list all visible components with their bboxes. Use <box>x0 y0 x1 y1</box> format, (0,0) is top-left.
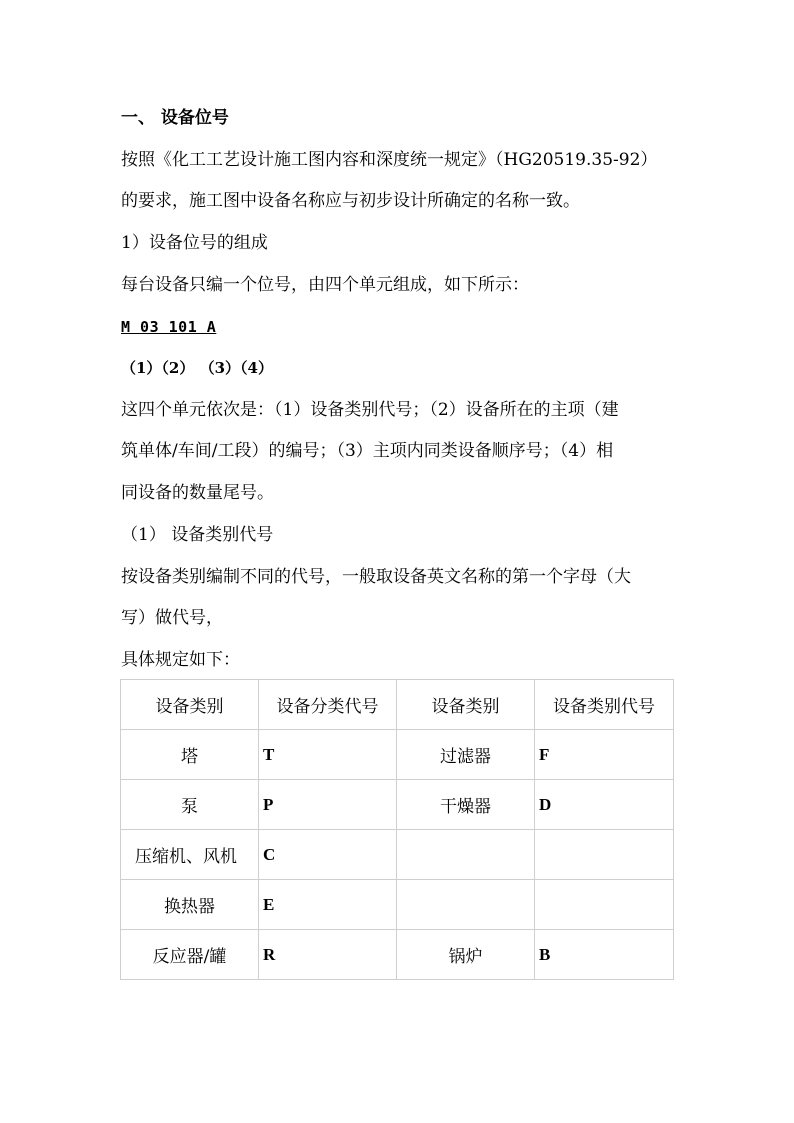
code-example: M 03 101 A <box>121 318 217 336</box>
table-cell-category: 过滤器 <box>397 730 535 780</box>
table-cell-category: 锅炉 <box>397 930 535 980</box>
equipment-code-table <box>120 679 674 980</box>
table-row <box>121 730 674 780</box>
table-cell-code <box>535 830 674 880</box>
table-cell-category: 压缩机、风机 <box>121 830 259 880</box>
paragraph-line: 筑单体/车间/工段）的编号；（3）主项内同类设备顺序号；（4）相 <box>121 441 614 461</box>
paragraph-line: 按照《化工工艺设计施工图内容和深度统一规定》（HG20519.35-92） <box>121 150 658 170</box>
table-cell-code: B <box>535 930 674 980</box>
paragraph-line: 写）做代号， <box>121 608 223 628</box>
table-header-cell: 设备类别代号 <box>535 680 674 730</box>
table-cell-code: E <box>259 880 397 930</box>
table-row <box>121 830 674 880</box>
table-cell-category: 反应器/罐 <box>121 930 259 980</box>
table-header-cell: 设备分类代号 <box>259 680 397 730</box>
paragraph-line: 具体规定如下： <box>121 650 240 670</box>
subheading: 1）设备位号的组成 <box>121 233 268 253</box>
table-cell-code: R <box>259 930 397 980</box>
table-cell-category: 泵 <box>121 780 259 830</box>
table-cell-code: T <box>259 730 397 780</box>
table-header-cell: 设备类别 <box>397 680 535 730</box>
paragraph-line: 每台设备只编一个位号，由四个单元组成，如下所示： <box>121 275 529 295</box>
subheading: （1） 设备类别代号 <box>121 525 274 545</box>
table-cell-category: 换热器 <box>121 880 259 930</box>
paragraph-line: 同设备的数量尾号。 <box>121 483 274 503</box>
table-cell-code: P <box>259 780 397 830</box>
table-cell-category <box>397 830 535 880</box>
table-cell-category: 塔 <box>121 730 259 780</box>
table-cell-category <box>397 880 535 930</box>
table-row <box>121 780 674 830</box>
paragraph-line: 按设备类别编制不同的代号，一般取设备英文名称的第一个字母（大 <box>121 567 631 587</box>
paragraph-line: 这四个单元依次是：（1）设备类别代号；（2）设备所在的主项（建 <box>121 400 619 420</box>
table-cell-code: C <box>259 830 397 880</box>
table-row <box>121 930 674 980</box>
table-cell-category: 干燥器 <box>397 780 535 830</box>
table-header-row <box>121 680 674 730</box>
code-units: （1）（2） （3）（4） <box>121 359 273 377</box>
table-cell-code: D <box>535 780 674 830</box>
table-row <box>121 880 674 930</box>
table-cell-code <box>535 880 674 930</box>
paragraph-line: 的要求，施工图中设备名称应与初步设计所确定的名称一致。 <box>121 191 580 211</box>
table-header-cell: 设备类别 <box>121 680 259 730</box>
table-cell-code: F <box>535 730 674 780</box>
section-heading: 一、 设备位号 <box>121 108 229 128</box>
